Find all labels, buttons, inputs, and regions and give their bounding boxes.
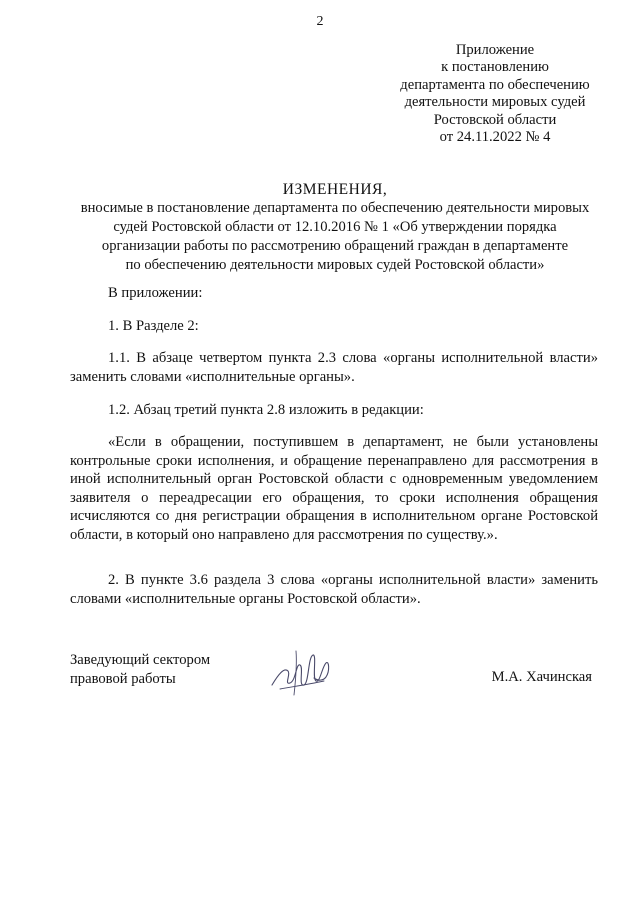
appendix-line: Приложение [455,42,535,58]
handwritten-signature-icon [266,645,336,701]
document-heading [60,180,610,275]
paragraph-intro [70,284,598,303]
heading-subtitle [60,199,610,275]
heading-title: ИЗМЕНЕНИЯ, [282,181,388,198]
heading-subtitle-line: судей Ростовской области от 12.10.2016 № 1 «Об утверждении порядка [113,219,557,235]
signatory-role-line: Заведующий сектором [70,652,211,668]
paragraph: 2. В пункте 3.6 раздела 3 слова «органы исполнительной власти» заменить словами «исполнительные органы Ростовской области». [70,572,598,607]
signatory-role [70,651,210,688]
paragraph: 1.1. В абзаце четвертом пункта 2.3 слова «органы исполнительной власти» заменить словами «исполнительные органы». [70,350,598,385]
appendix-block [380,42,610,146]
paragraph-1-2 [70,401,598,420]
appendix-line: департамента по обеспечению [400,76,590,93]
heading-subtitle-line: вносимые в постановление департамента по обеспечению деятельности мировых [80,200,590,216]
paragraph-1-1 [70,349,598,386]
heading-subtitle-line: организации работы по рассмотрению обращений граждан в департаменте [101,238,569,254]
paragraph-section [70,317,598,336]
appendix-line: деятельности мировых судей [404,94,586,111]
paragraph: 1. В Разделе 2: [108,318,199,334]
paragraph-2 [70,571,598,608]
paragraph: 1.2. Абзац третий пункта 2.8 изложить в редакции: [108,402,424,418]
signatory-role-line: правовой работы [70,670,176,687]
heading-subtitle-line: по обеспечению деятельности мировых судей Ростовской области» [125,257,545,273]
paragraph-quote [70,433,598,545]
appendix-line: от 24.11.2022 № 4 [439,129,551,146]
signature-block [70,651,600,701]
appendix-line: Ростовской области [433,111,557,128]
paragraph: «Если в обращении, поступившем в департамент, не были установлены контрольные сроки исполнения, и обращение перенаправлено для рассмотрения в иной исполнительный орган Ростовской области с одновременным уведомлением заявителя о переадресации его обращения, то сроки исполнения обращения исчисляются со дня регистрации обращения в исполнительном органе Ростовской области, в который оно направлено для рассмотрения по существу.». [70,434,598,543]
paragraph: В приложении: [108,285,203,301]
appendix-line: к постановлению [441,59,549,76]
signatory-name: М.А. Хачинская [491,669,592,685]
page-number: 2 [316,14,324,29]
